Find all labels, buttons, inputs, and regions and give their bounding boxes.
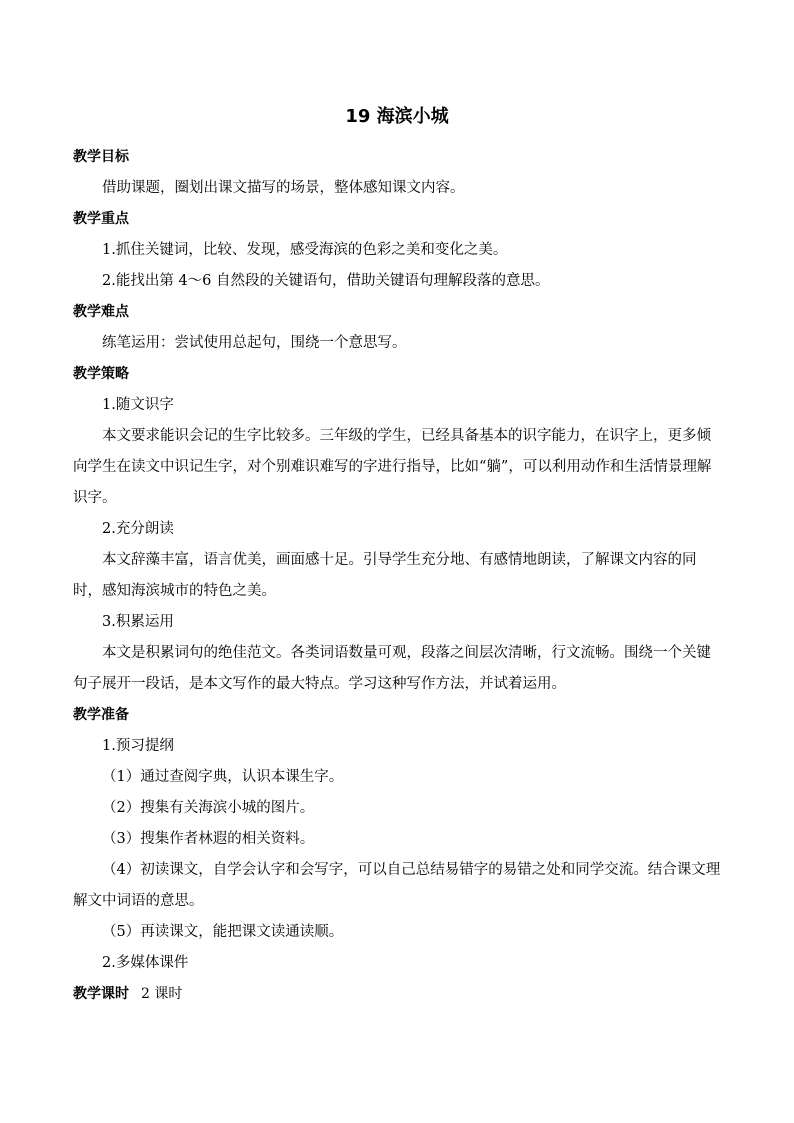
strategy-2-text: 本文辞藻丰富，语言优美，画面感十足。引导学生充分地、有感情地朗读，了解课文内容的同时，感知海滨城市的特色之美。 (73, 552, 697, 599)
difficulty-text: 练笔运用：尝试使用总起句，围绕一个意思写。 (102, 335, 407, 351)
prep-item-3: （3）搜集作者林遐的相关资料。 (102, 831, 315, 847)
strategy-1-title: 1.随文识字 (102, 397, 174, 413)
strategy-3-text: 本文是积累词句的绝佳范文。各类词语数量可观，段落之间层次清晰，行文流畅。围绕一个关键句子展开一段话，是本文写作的最大特点。学习这种写作方法，并试着运用。 (73, 645, 711, 692)
heading-strategy: 教学策略 (73, 366, 129, 382)
strategy-3-title: 3.积累运用 (102, 614, 174, 630)
heading-difficulty: 教学难点 (73, 304, 129, 320)
goal-text: 借助课题，圈划出课文描写的场景，整体感知课文内容。 (102, 180, 465, 196)
key-item-2: 2.能找出第 4～6 自然段的关键语句，借助关键语句理解段落的意思。 (102, 273, 550, 289)
prep-2-title: 2.多媒体课件 (102, 955, 189, 971)
prep-item-4: （4）初读课文，自学会认字和会写字，可以自己总结易错字的易错之处和同学交流。结合课文理解文中词语的意思。 (73, 862, 721, 909)
heading-goal: 教学目标 (73, 149, 129, 165)
strategy-2-title: 2.充分朗读 (102, 521, 174, 537)
period-label: 教学课时 (73, 986, 129, 1002)
heading-key: 教学重点 (73, 211, 129, 227)
prep-1-title: 1.预习提纲 (102, 738, 174, 754)
heading-period (73, 979, 724, 1010)
prep-item-5: （5）再读课文，能把课文读通读顺。 (102, 924, 344, 940)
heading-prep: 教学准备 (73, 707, 129, 723)
prep-item-2: （2）搜集有关海滨小城的图片。 (102, 800, 315, 816)
key-item-1: 1.抓住关键词，比较、发现，感受海滨的色彩之美和变化之美。 (102, 242, 508, 258)
strategy-1-text: 本文要求能识会记的生字比较多。三年级的学生，已经具备基本的识字能力，在识字上，更多倾向学生在读文中识记生字，对个别难识难写的字进行指导，比如“躺”，可以利用动作和生活情景理解识字。 (73, 428, 712, 506)
prep-item-1: （1）通过查阅字典，认识本课生字。 (102, 769, 344, 785)
period-value: 2 课时 (141, 986, 183, 1002)
page-title: 19 海滨小城 (345, 106, 449, 127)
document-body (73, 142, 724, 1010)
